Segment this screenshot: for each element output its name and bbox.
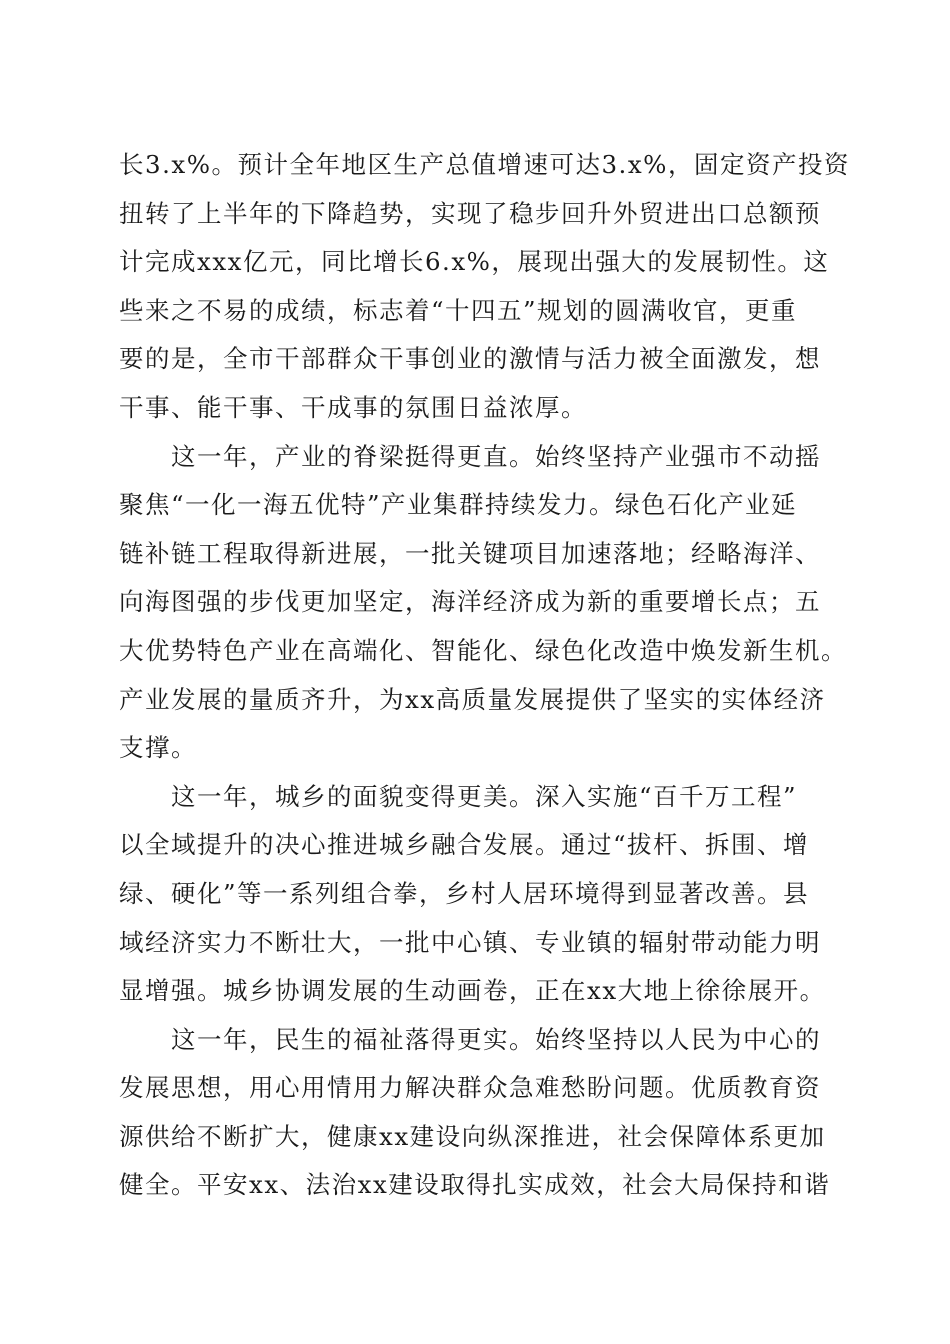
text-line: 扭转了上半年的下降趋势，实现了稳步回升外贸进出口总额预 xyxy=(119,198,821,228)
text-line: 健全。平安xx、法治xx建设取得扎实成效，社会大局保持和谐 xyxy=(119,1170,831,1200)
text-line: 大优势特色产业在高端化、智能化、绿色化改造中焕发新生机。 xyxy=(119,635,847,665)
text-line: 产业发展的量质齐升，为xx高质量发展提供了坚实的实体经济 xyxy=(119,684,826,714)
text-line: 计完成xxx亿元，同比增长6.x%，展现出强大的发展韧性。这 xyxy=(119,247,830,277)
text-line: 这一年，产业的脊梁挺得更直。始终坚持产业强市不动摇 xyxy=(171,441,821,471)
text-line: 要的是，全市干部群众干事创业的激情与活力被全面激发，想 xyxy=(119,344,821,374)
text-line: 以全域提升的决心推进城乡融合发展。通过“拔杆、拆围、增 xyxy=(119,830,810,860)
text-line: 链补链工程取得新进展，一批关键项目加速落地；经略海洋、 xyxy=(119,538,821,568)
text-line: 干事、能干事、干成事的氛围日益浓厚。 xyxy=(119,392,587,422)
text-line: 些来之不易的成绩，标志着“十四五”规划的圆满收官，更重 xyxy=(119,295,798,325)
text-line: 长3.x%。预计全年地区生产总值增速可达3.x%，固定资产投资 xyxy=(119,150,850,179)
paragraph-economy xyxy=(119,141,850,433)
text-line: 发展思想，用心用情用力解决群众急难愁盼问题。优质教育资 xyxy=(119,1073,821,1103)
body-text xyxy=(119,141,850,1210)
text-line: 向海图强的步伐更加坚定，海洋经济成为新的重要增长点；五 xyxy=(119,587,821,617)
text-line: 聚焦“一化一海五优特”产业集群持续发力。绿色石化产业延 xyxy=(119,490,798,520)
text-line: 源供给不断扩大，健康xx建设向纵深推进，社会保障体系更加 xyxy=(119,1121,826,1151)
paragraph-industry xyxy=(119,433,847,773)
paragraph-livelihood xyxy=(119,1016,839,1210)
text-line: 域经济实力不断壮大，一批中心镇、专业镇的辐射带动能力明 xyxy=(119,927,821,957)
text-line: 这一年，民生的福祉落得更实。始终坚持以人民为中心的 xyxy=(171,1024,821,1054)
text-line: 显增强。城乡协调发展的生动画卷，正在xx大地上徐徐展开。 xyxy=(119,976,826,1006)
paragraph-urban-rural xyxy=(119,773,839,1016)
text-line: 这一年，城乡的面貌变得更美。深入实施“百千万工程” xyxy=(171,781,798,811)
text-line: 绿、硬化”等一系列组合拳，乡村人居环境得到显著改善。县 xyxy=(119,878,810,908)
text-line: 支撑。 xyxy=(119,733,197,763)
